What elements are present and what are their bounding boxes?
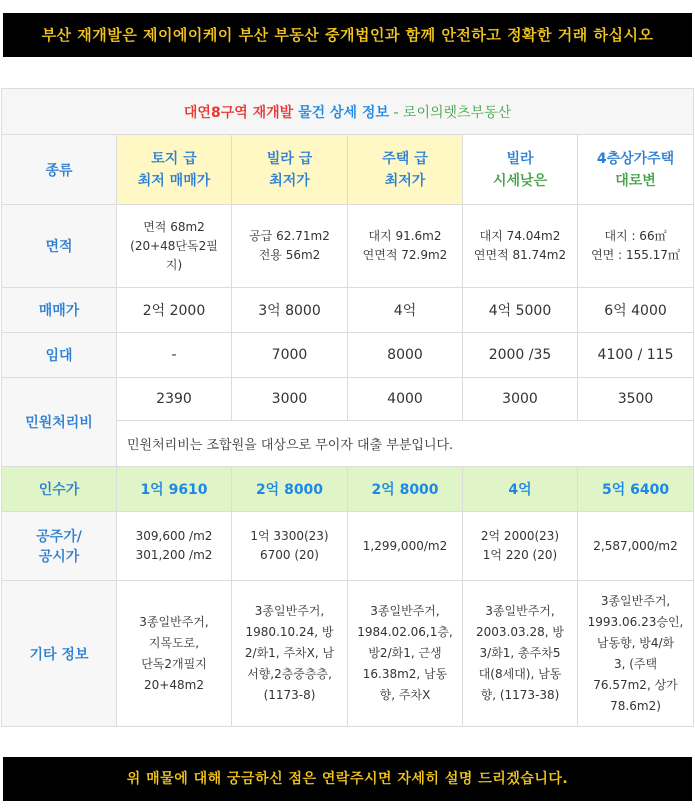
header-col-5: 4층상가주택 대로변 [578,135,694,205]
top-banner: 부산 재개발은 제이에이케이 부산 부동산 중개법인과 함께 안전하고 정확한 거래 하십시오 [3,13,692,57]
area-cell: 대지 91.6m2 연면적 72.9m2 [348,205,463,288]
acquire-cell: 2억 8000 [348,467,463,512]
area-cell: 대지 74.04m2 연면적 81.74m2 [463,205,578,288]
rent-cell: 4100 / 115 [578,333,694,378]
misc-cell: 3종일반주거, 지목도로, 단독2개필지 20+48m2 [117,581,232,727]
misc-cell: 3종일반주거, 1993.06.23승인, 남동향, 방4/화 3, (주택 76.57m2, 상가 78.6m2) [578,581,694,727]
area-cell: 대지 : 66㎡ 연면 : 155.17㎡ [578,205,694,288]
label-misc: 기타 정보 [2,581,117,727]
acquire-cell: 2억 8000 [232,467,348,512]
header-col-3: 주택 급 최저가 [348,135,463,205]
label-acquire: 인수가 [2,467,117,512]
price-cell: 3억 8000 [232,288,348,333]
title-area: 대연8구역 재개발 [183,104,294,121]
rent-cell: - [117,333,232,378]
fee-cell: 3000 [232,378,348,421]
fee-cell: 3500 [578,378,694,421]
label-price: 매매가 [2,288,117,333]
official-cell: 1억 3300(23) 6700 (20) [232,512,348,581]
rent-cell: 7000 [232,333,348,378]
fee-note: 민원처리비는 조합원을 대상으로 무이자 대출 부분입니다. [117,421,694,467]
label-area: 면적 [2,205,117,288]
title-agency: - 로이의렛츠부동산 [388,104,512,121]
price-cell: 6억 4000 [578,288,694,333]
title-main: 물건 상세 정보 [298,104,389,121]
area-cell: 면적 68m2 (20+48단독2필 지) [117,205,232,288]
misc-cell: 3종일반주거, 1980.10.24, 방 2/화1, 주차X, 남 서향,2층중층층, (1173-8) [232,581,348,727]
label-type: 종류 [2,135,117,205]
price-cell: 4억 5000 [463,288,578,333]
official-cell: 2,587,000/m2 [578,512,694,581]
misc-cell: 3종일반주거, 2003.03.28, 방 3/화1, 총주차5 대(8세대), 남동 향, (1173-38) [463,581,578,727]
label-fee: 민원처리비 [2,378,117,467]
fee-cell: 4000 [348,378,463,421]
official-cell: 309,600 /m2 301,200 /m2 [117,512,232,581]
header-col-4: 빌라 시세낮은 [463,135,578,205]
label-official: 공주가/ 공시가 [2,512,117,581]
acquire-cell: 4억 [463,467,578,512]
table-title [2,89,694,135]
misc-cell: 3종일반주거, 1984.02.06,1층, 방2/화1, 근생 16.38m2, 남동 향, 주차X [348,581,463,727]
official-cell: 2억 2000(23) 1억 220 (20) [463,512,578,581]
acquire-cell: 5억 6400 [578,467,694,512]
header-col-1: 토지 급 최저 매매가 [117,135,232,205]
label-rent: 임대 [2,333,117,378]
property-detail-table [1,88,694,727]
header-col-2: 빌라 급 최저가 [232,135,348,205]
bottom-banner: 위 매물에 대해 궁금하신 점은 연락주시면 자세히 설명 드리겠습니다. [3,757,692,801]
acquire-cell: 1억 9610 [117,467,232,512]
fee-cell: 2390 [117,378,232,421]
price-cell: 4억 [348,288,463,333]
rent-cell: 8000 [348,333,463,378]
area-cell: 공급 62.71m2 전용 56m2 [232,205,348,288]
rent-cell: 2000 /35 [463,333,578,378]
fee-cell: 3000 [463,378,578,421]
official-cell: 1,299,000/m2 [348,512,463,581]
price-cell: 2억 2000 [117,288,232,333]
